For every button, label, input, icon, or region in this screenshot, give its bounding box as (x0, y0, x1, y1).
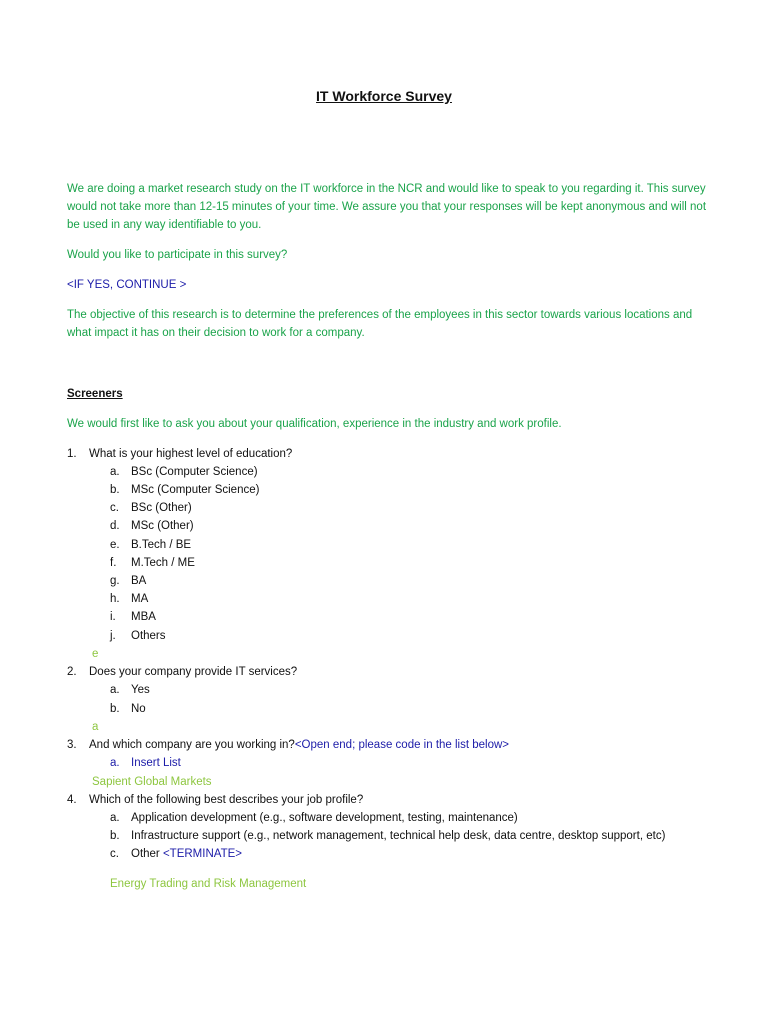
question-number: 1. (67, 448, 77, 460)
participate-question: Would you like to participate in this survey? (67, 249, 288, 261)
q2-option-b: b. No (110, 703, 146, 715)
screeners-intro: We would first like to ask you about your qualification, experience in the industry and work profile. (67, 418, 562, 430)
objective-paragraph: The objective of this research is to determine the preferences of the employees in this sector towards various locations and what impact it has on their decision to work for a company. (67, 309, 693, 339)
q1-option-a: a. BSc (Computer Science) (110, 466, 258, 478)
q3-instruction: <Open end; please code in the list below> (294, 739, 510, 751)
q1-option-g: g. BA (110, 575, 147, 587)
question-text: What is your highest level of education? (89, 448, 293, 460)
q1-option-e: e. B.Tech / BE (110, 539, 192, 551)
if-yes-instruction: <IF YES, CONTINUE > (67, 279, 187, 291)
q2-option-a: a. Yes (110, 684, 150, 696)
q2-answer: a (92, 721, 99, 733)
question-2 (67, 663, 297, 681)
question-text: And which company are you working in? (89, 739, 295, 751)
question-number: 2. (67, 666, 77, 678)
q4-option-b: b. Infrastructure support (e.g., network management, technical help desk, data centre, desktop support, etc) (110, 830, 666, 842)
q1-option-h: h. MA (110, 593, 149, 605)
q1-answer: e (92, 648, 99, 660)
q4-option-c: c. Other <TERMINATE> (110, 848, 242, 860)
question-3 (67, 736, 509, 754)
q1-option-d: d. MSc (Other) (110, 520, 194, 532)
q1-option-b: b. MSc (Computer Science) (110, 484, 260, 496)
question-number: 4. (67, 794, 77, 806)
q4-option-a: a. Application development (e.g., software development, testing, maintenance) (110, 812, 518, 824)
q3-answer: Sapient Global Markets (92, 776, 212, 788)
intro-paragraph: We are doing a market research study on the IT workforce in the NCR and would like to speak to you regarding it. This survey would not take more than 12-15 minutes of your time. We assure you that your responses will be kept anonymous and will not be used in any way identifiable to you. (67, 183, 707, 231)
question-text: Does your company provide IT services? (89, 666, 298, 678)
page-title: IT Workforce Survey (316, 88, 452, 104)
question-text: Which of the following best describes your job profile? (89, 794, 364, 806)
q1-option-j: j. Others (110, 630, 166, 642)
question-number: 3. (67, 739, 77, 751)
q1-option-i: i. MBA (110, 611, 156, 623)
q4-answer: Energy Trading and Risk Management (110, 878, 307, 890)
q1-option-f: f. M.Tech / ME (110, 557, 195, 569)
q1-option-c: c. BSc (Other) (110, 502, 192, 514)
terminate-instruction: <TERMINATE> (162, 848, 242, 860)
q3-option-a: a. Insert List (110, 757, 181, 769)
question-1 (67, 445, 292, 463)
question-4 (67, 791, 363, 809)
screeners-heading: Screeners (67, 388, 123, 400)
